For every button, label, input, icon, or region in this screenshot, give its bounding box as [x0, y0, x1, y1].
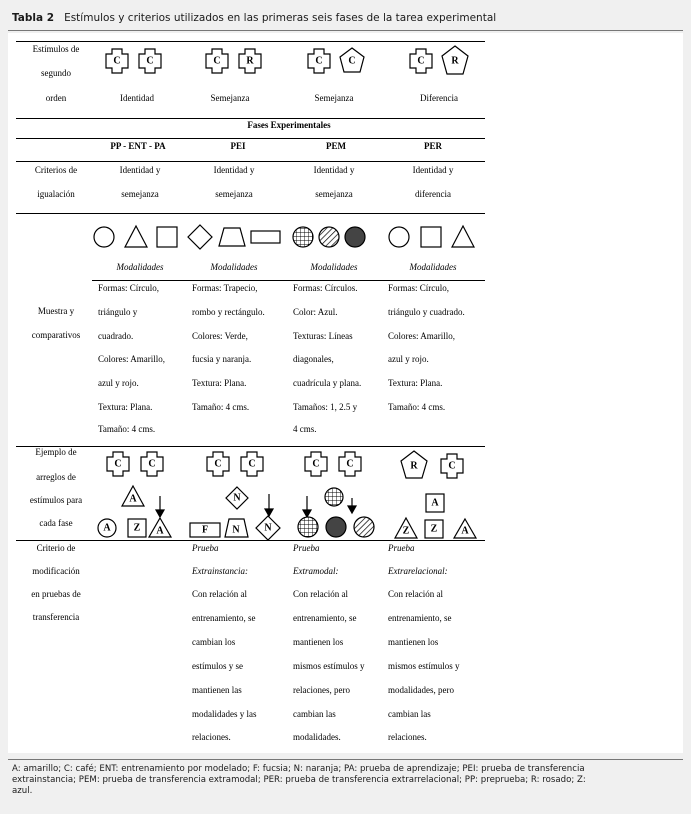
- test-pem-title: Prueba: [293, 543, 320, 553]
- letter-a: A: [461, 525, 469, 537]
- grid-circle-icon: [298, 517, 318, 537]
- label-modification-3: en pruebas de: [31, 589, 81, 599]
- rhombus-shape-icon: [188, 225, 212, 249]
- modality-4-line: azul y rojo.: [388, 354, 429, 364]
- test-pei-title: Prueba: [192, 543, 219, 553]
- relation-identity: Identidad: [120, 93, 154, 103]
- test-pem-line: relaciones, pero: [293, 685, 350, 695]
- modality-1-line: Colores: Amarillo,: [98, 354, 165, 364]
- label-modification-1: Criterio de: [36, 543, 76, 553]
- label-example-3: estímulos para: [29, 495, 83, 505]
- letter-a: A: [129, 493, 137, 505]
- modality-1-line: Tamaño: 4 cms.: [98, 424, 156, 434]
- trapezoid-shape-icon: [219, 228, 245, 246]
- phase-per: PER: [424, 141, 442, 151]
- modality-4-line: Formas: Círculo,: [388, 283, 449, 293]
- test-pem-line: entrenamiento, se: [293, 613, 357, 623]
- test-pem-line: Con relación al: [293, 589, 348, 599]
- letter-c: C: [113, 55, 121, 67]
- modality-3-line: Texturas: Líneas: [293, 331, 353, 341]
- modalities-label-4: Modalidades: [409, 262, 457, 272]
- letter-c: C: [346, 458, 354, 470]
- criteria-4-line2: diferencia: [415, 189, 451, 199]
- criteria-3-line1: Identidad y: [313, 165, 355, 175]
- letter-c: C: [448, 460, 456, 472]
- letter-c: C: [213, 55, 221, 67]
- letter-n: N: [232, 524, 240, 536]
- test-per-line: mantienen los: [388, 637, 439, 647]
- phase-pem: PEM: [326, 141, 346, 151]
- test-pei-title-2: Extrainstancia:: [192, 566, 248, 576]
- label-second-order-2: segundo: [41, 68, 71, 78]
- label-modification-2: modificación: [32, 566, 80, 576]
- relation-difference: Diferencia: [420, 93, 458, 103]
- test-per-line: Con relación al: [388, 589, 443, 599]
- letter-c: C: [315, 55, 323, 67]
- letter-c: C: [214, 458, 222, 470]
- modality-3-line: cuadrícula y plana.: [293, 378, 362, 388]
- solid-circle-icon: [345, 227, 365, 247]
- table-title: Estímulos y criterios utilizados en las primeras seis fases de la tarea experimental: [64, 12, 497, 24]
- example-phase-3: [298, 452, 374, 537]
- modalities-label-3: Modalidades: [310, 262, 358, 272]
- modality-2-line: rombo y rectángulo.: [192, 307, 265, 317]
- test-per-title: Prueba: [388, 543, 415, 553]
- test-pem-line: mantienen los: [293, 637, 344, 647]
- relation-similarity-1: Semejanza: [210, 93, 250, 103]
- solid-circle-icon: [326, 517, 346, 537]
- test-pei-line: estímulos y se: [192, 661, 243, 671]
- phase-pp-ent-pa: PP - ENT - PA: [110, 141, 166, 151]
- letter-c: C: [248, 458, 256, 470]
- modalities-label-1: Modalidades: [116, 262, 164, 272]
- letter-c: C: [417, 55, 425, 67]
- test-pei-line: mantienen las: [192, 685, 242, 695]
- criteria-1-line1: Identidad y: [119, 165, 161, 175]
- test-pem-title-2: Extramodal:: [293, 566, 339, 576]
- modality-1-line: Formas: Círculo,: [98, 283, 159, 293]
- test-per-line: modalidades, pero: [388, 685, 454, 695]
- striped-circle-icon: [354, 517, 374, 537]
- modality-3-line: Color: Azul.: [293, 307, 338, 317]
- footnote-line: azul.: [12, 786, 33, 796]
- criteria-2-line1: Identidad y: [213, 165, 255, 175]
- letter-c: C: [146, 55, 154, 67]
- sample-shapes-phase-1: [94, 226, 177, 247]
- modality-1-line: cuadrado.: [98, 331, 134, 341]
- relation-similarity-2: Semejanza: [314, 93, 354, 103]
- criteria-3-line2: semejanza: [315, 189, 353, 199]
- test-pem-line: mismos estímulos y: [293, 661, 365, 671]
- letter-a: A: [431, 497, 439, 509]
- test-per-line: cambian las: [388, 709, 431, 719]
- modality-3-line: 4 cms.: [293, 424, 317, 434]
- striped-circle-icon: [319, 227, 339, 247]
- circle-shape-icon: [389, 227, 409, 247]
- test-pei-line: relaciones.: [192, 732, 231, 742]
- label-example-1: Ejemplo de: [35, 447, 77, 457]
- test-per-line: entrenamiento, se: [388, 613, 452, 623]
- letter-r: R: [410, 460, 418, 472]
- test-pei-line: cambian los: [192, 637, 236, 647]
- letter-z: Z: [133, 522, 141, 534]
- triangle-shape-icon: [125, 226, 147, 247]
- modality-2-line: Tamaño: 4 cms.: [192, 402, 250, 412]
- test-pem-line: modalidades.: [293, 732, 341, 742]
- label-criteria-1: Criterios de: [34, 165, 78, 175]
- criteria-2-line2: semejanza: [215, 189, 253, 199]
- modality-2-line: fucsia y naranja.: [192, 354, 252, 364]
- sample-shapes-phase-2: [188, 225, 280, 249]
- modality-4-line: Textura: Plana.: [388, 378, 443, 388]
- label-sample-2: comparativos: [31, 330, 81, 340]
- letter-f: F: [201, 524, 209, 536]
- label-sample-1: Muestra y: [37, 306, 75, 316]
- footer-divider: [8, 759, 683, 760]
- test-per-title-2: Extrarelacional:: [388, 566, 448, 576]
- modality-2-line: Textura: Plana.: [192, 378, 247, 388]
- label-criteria-2: igualación: [37, 189, 75, 199]
- square-shape-icon: [157, 227, 177, 247]
- modality-2-line: Formas: Trapecio,: [192, 283, 258, 293]
- rectangle-shape-icon: [251, 231, 280, 243]
- letter-a: A: [103, 522, 111, 534]
- letter-r: R: [246, 55, 254, 67]
- letter-n: N: [264, 522, 272, 534]
- letter-r: R: [451, 55, 459, 67]
- criteria-4-line1: Identidad y: [412, 165, 454, 175]
- letter-z: Z: [430, 523, 438, 535]
- test-pem-line: cambian las: [293, 709, 336, 719]
- phase-pei: PEI: [230, 141, 246, 151]
- letter-z: Z: [402, 525, 410, 537]
- sample-shapes-phase-4: [389, 226, 474, 247]
- phases-header: Fases Experimentales: [247, 120, 331, 130]
- test-pei-line: modalidades y las: [192, 709, 257, 719]
- letter-c: C: [148, 458, 156, 470]
- grid-circle-icon: [293, 227, 313, 247]
- modality-3-line: Tamaños: 1, 2.5 y: [293, 402, 358, 412]
- table-number: Tabla 2: [12, 12, 55, 24]
- label-modification-4: transferencia: [32, 612, 80, 622]
- letter-c: C: [312, 458, 320, 470]
- criteria-1-line2: semejanza: [121, 189, 159, 199]
- footnote-line: extrainstancia; PEM: prueba de transferencia extramodal; PER: prueba de transferencia extrarrelacional; PP: preprueba; R: rosado; Z:: [12, 775, 586, 785]
- modalities-label-2: Modalidades: [210, 262, 258, 272]
- modality-4-line: Tamaño: 4 cms.: [388, 402, 446, 412]
- sample-shapes-phase-3: [293, 227, 365, 247]
- letter-c: C: [114, 458, 122, 470]
- test-per-line: mismos estímulos y: [388, 661, 460, 671]
- modality-3-line: Formas: Círculos.: [293, 283, 358, 293]
- grid-circle-icon: [325, 488, 343, 506]
- modality-2-line: Colores: Verde,: [192, 331, 248, 341]
- modality-1-line: triángulo y: [98, 307, 138, 317]
- modality-1-line: Textura: Plana.: [98, 402, 153, 412]
- test-per-line: relaciones.: [388, 732, 427, 742]
- modality-4-line: triángulo y cuadrado.: [388, 307, 465, 317]
- label-second-order-1: Estímulos de: [32, 44, 80, 54]
- modality-1-line: azul y rojo.: [98, 378, 139, 388]
- modality-3-line: diagonales,: [293, 354, 334, 364]
- table-footnote: [12, 764, 680, 797]
- label-example-4: cada fase: [39, 518, 73, 528]
- circle-shape-icon: [94, 227, 114, 247]
- triangle-shape-icon: [452, 226, 474, 247]
- test-pei-line: Con relación al: [192, 589, 247, 599]
- letter-n: N: [233, 492, 241, 504]
- footnote-line: A: amarillo; C: café; ENT: entrenamiento por modelado; F: fucsia; N: naranja; PA: prueba de aprendizaje; PEI: prueba de transferencia: [12, 764, 585, 774]
- test-pei-line: entrenamiento, se: [192, 613, 256, 623]
- label-second-order-3: orden: [45, 93, 67, 103]
- label-example-2: arreglos de: [36, 472, 76, 482]
- letter-c: C: [348, 55, 356, 67]
- modality-4-line: Colores: Amarillo,: [388, 331, 455, 341]
- square-shape-icon: [421, 227, 441, 247]
- letter-a: A: [156, 525, 164, 537]
